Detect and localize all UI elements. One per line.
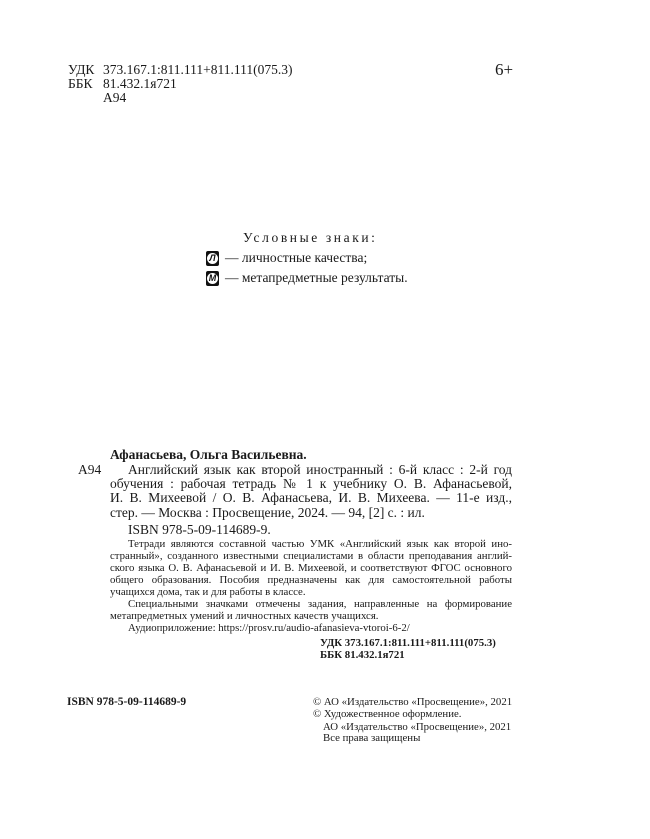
copyright-line: АО «Издательство «Просвещение», 2021 [323,721,512,733]
catalog-line: стер. — Москва : Просвещение, 2024. — 94, [2] с. : ил. [110,505,425,520]
legend-item-personal [206,250,367,266]
udk-label: УДК [68,62,95,77]
annotation-line: общего образования. Пособия предназначены как для самостоятельной работы [110,574,512,586]
audio-link[interactable]: Аудиоприложение: https://prosv.ru/audio-afanasieva-vtoroi-6-2/ [128,622,410,634]
legend-item-meta [206,270,408,286]
legend-title: Условные знаки: [243,230,378,245]
annotation-line: Специальными значками отмечены задания, направленные на формирование [128,598,512,610]
catalog-bbk: ББК 81.432.1я721 [320,649,405,661]
legend-text: — метапредметные результаты. [225,270,408,285]
catalog-line: Английский язык как второй иностранный : 6-й класс : 2-й год [128,462,512,477]
catalog-isbn: ISBN 978-5-09-114689-9. [128,522,271,537]
age-rating: 6+ [495,60,514,79]
annotation-line: метапредметных умений и личностных качеств учащихся. [110,610,379,622]
annotation-line: учащихся дома, так и для работы в классе. [110,586,306,598]
catalog-sign: А94 [78,462,102,477]
annotation-line: Тетради являются составной частью УМК «Английский язык как второй ино- [128,538,512,550]
bbk-code: 81.432.1я721 [103,76,177,91]
bbk-label: ББК [68,76,93,91]
catalog-udk: УДК 373.167.1:811.111+811.111(075.3) [320,637,496,649]
udk-code: 373.167.1:811.111+811.111(075.3) [103,62,293,77]
catalog-line: И. В. Михеевой / О. В. Афанасьева, И. В. Михеева. — 11-е изд., [110,490,512,505]
author-sign: А94 [103,90,127,105]
catalog-line: обучения : рабочая тетрадь № 1 к учебнику О. В. Афанасьевой, [110,476,512,491]
annotation-line: ского языка О. В. Афанасьевой и И. В. Михеевой, и соответствуют ФГОС основного [110,562,512,574]
rights-reserved: Все права защищены [323,732,421,744]
copyright-line: © АО «Издательство «Просвещение», 2021 [313,696,513,708]
legend-text: — личностные качества; [225,250,368,265]
footer-isbn: ISBN 978-5-09-114689-9 [67,696,187,708]
meta-results-icon: М [206,271,219,286]
catalog-author: Афанасьева, Ольга Васильевна. [110,447,307,462]
annotation-line: странный», созданного известными специалистами в области преподавания англий- [110,550,512,562]
personal-qualities-icon: Л [206,251,219,266]
copyright-line: © Художественное оформление. [313,708,462,720]
